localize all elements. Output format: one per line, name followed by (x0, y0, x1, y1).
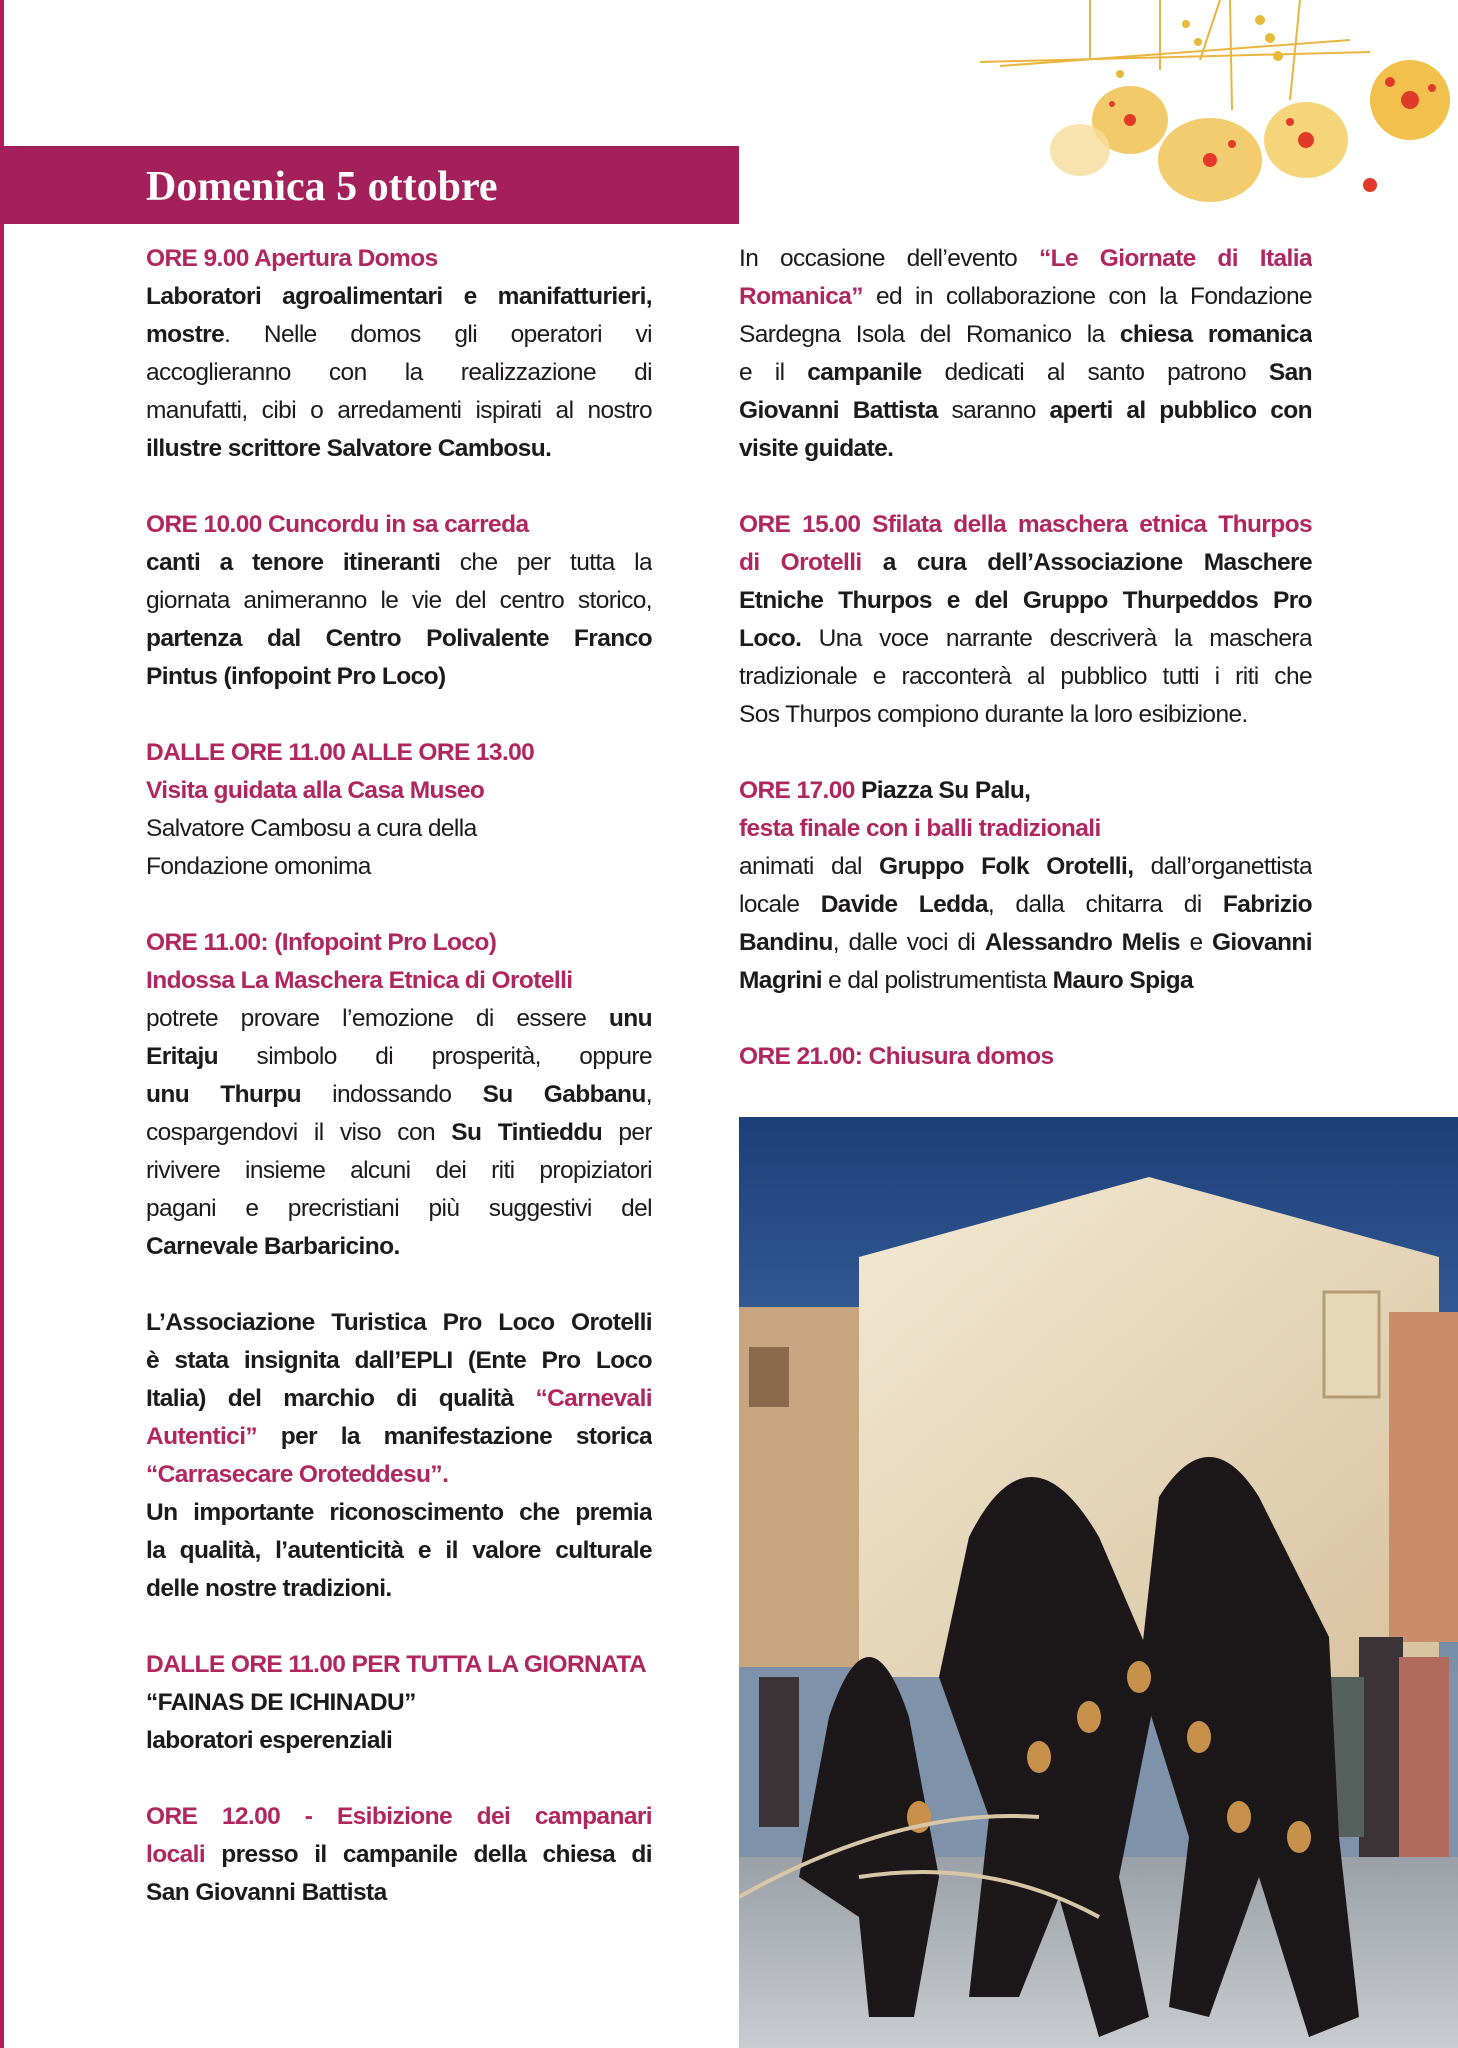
left-column-text: giornata animeranno le vie del centro storico, (146, 587, 652, 614)
right-column-text: dedicati al santo patrono (921, 359, 1269, 386)
left-column-text: canti a tenore itineranti (146, 549, 441, 576)
right-column-line (739, 886, 1312, 924)
right-column-line (739, 734, 1312, 772)
right-column-text: visite guidate. (739, 435, 894, 462)
left-column-text: locali (146, 1841, 206, 1868)
left-column-text: San Giovanni Battista (146, 1879, 387, 1906)
right-column-line (739, 924, 1312, 962)
right-column-text: Alessandro Melis (984, 929, 1180, 956)
left-column-text: Salvatore Cambosu a cura della (146, 815, 477, 842)
left-column-line (146, 1076, 652, 1114)
right-column-text: Sos Thurpos compiono durante la loro esibizione. (739, 701, 1248, 728)
left-column-text: ORE 10.00 Cuncordu in sa carreda (146, 511, 529, 538)
left-column-text: delle nostre tradizioni. (146, 1575, 392, 1602)
left-column-text: accoglieranno con la realizzazione di (146, 359, 652, 386)
left-column-text: unu Thurpu (146, 1081, 301, 1108)
left-column-line (146, 696, 652, 734)
left-column-text: rivivere insieme alcuni dei riti propiziatori (146, 1157, 652, 1184)
left-column-line (146, 810, 652, 848)
left-column-line (146, 1152, 652, 1190)
right-column-text: San (1268, 359, 1312, 386)
right-column-text: In occasione dell’evento (739, 245, 1039, 272)
left-column-line (146, 1532, 652, 1570)
right-column-text: festa finale con i balli tradizionali (739, 815, 1101, 842)
right-column-text: “Le Giornate di Italia (1038, 245, 1312, 272)
left-column-text: ORE 9.00 Apertura Domos (146, 245, 438, 272)
right-column-text: Bandinu (739, 929, 833, 956)
left-column-line (146, 1836, 652, 1874)
left-column-line (146, 1570, 652, 1608)
right-column-line (739, 848, 1312, 886)
right-column-text: Giovanni (1211, 929, 1312, 956)
left-column-line (146, 1760, 652, 1798)
left-column-text: DALLE ORE 11.00 PER TUTTA LA GIORNATA (146, 1651, 647, 1678)
left-column-line (146, 354, 652, 392)
right-column-text: tradizionale e racconterà al pubblico tutti i riti che (739, 663, 1312, 690)
left-column-text: “Carrasecare Oroteddesu”. (146, 1461, 449, 1488)
right-column-text: Davide Ledda (820, 891, 988, 918)
left-column-line (146, 1418, 652, 1456)
left-column-text: Visita guidata alla Casa Museo (146, 777, 485, 804)
left-column-text: Italia) del marchio di qualità (146, 1385, 536, 1412)
right-column-line (739, 658, 1312, 696)
left-edge-bar (0, 0, 4, 2048)
left-column-text: manufatti, cibi o arredamenti ispirati al nostro (146, 397, 652, 424)
left-column-text: Laboratori agroalimentari e manifatturieri, (146, 283, 652, 310)
left-column-line (146, 278, 652, 316)
left-column-text: , (645, 1081, 652, 1108)
right-column-line (739, 278, 1312, 316)
left-column-text: per la manifestazione storica (257, 1423, 652, 1450)
left-column-line (146, 1000, 652, 1038)
left-column-text: Su Tintieddu (451, 1119, 603, 1146)
left-column-text: potrete provare l’emozione di essere (146, 1005, 609, 1032)
left-column-line (146, 886, 652, 924)
right-column-line (739, 696, 1312, 734)
left-column-text: DALLE ORE 11.00 ALLE ORE 13.00 (146, 739, 535, 766)
left-column-text: Pintus (infopoint Pro Loco) (146, 663, 446, 690)
left-column-line (146, 658, 652, 696)
left-column-line (146, 1722, 652, 1760)
left-column-text: partenza dal Centro Polivalente Franco (146, 625, 652, 652)
left-column-text: che per tutta la (440, 549, 652, 576)
thurpos-masks-photo (739, 1117, 1458, 2048)
left-column-line (146, 1494, 652, 1532)
left-column-text: . Nelle domos gli operatori vi (224, 321, 652, 348)
right-column-text: Sardegna Isola del Romanico la (739, 321, 1120, 348)
right-column-line (739, 582, 1312, 620)
right-column-text: ORE 15.00 Sfilata della maschera etnica Thurpos (739, 511, 1312, 538)
left-column-line (146, 1874, 652, 1912)
left-column-line (146, 620, 652, 658)
left-column-line (146, 962, 652, 1000)
left-column-line (146, 1684, 652, 1722)
right-column-line (739, 1038, 1312, 1076)
left-column-line (146, 1342, 652, 1380)
left-column-line (146, 392, 652, 430)
right-column-line (739, 544, 1312, 582)
right-column-text: Romanica” (739, 283, 863, 310)
left-column-line (146, 468, 652, 506)
right-column-line (739, 240, 1312, 278)
left-column-text: unu (608, 1005, 652, 1032)
right-column-text: Magrini (739, 967, 822, 994)
left-column-text: ORE 12.00 - Esibizione dei campanari (146, 1803, 652, 1830)
right-column-line (739, 772, 1312, 810)
right-column-text: campanile (807, 359, 922, 386)
right-column-text: Fabrizio (1222, 891, 1312, 918)
left-column-program (146, 240, 652, 1912)
right-column-line (739, 1000, 1312, 1038)
left-column-text: presso il campanile della chiesa di (205, 1841, 652, 1868)
left-column-text: è stata insignita dall’EPLI (Ente Pro Loco (146, 1347, 652, 1374)
left-column-text: pagani e precristiani più suggestivi del (146, 1195, 652, 1222)
left-column-line (146, 1114, 652, 1152)
right-column-text: locale (739, 891, 821, 918)
left-column-text: simbolo di prosperità, oppure (218, 1043, 652, 1070)
left-column-line (146, 582, 652, 620)
hanging-ornaments-decoration (970, 0, 1458, 230)
left-column-line (146, 1646, 652, 1684)
right-column-text: aperti al pubblico con (1049, 397, 1312, 424)
right-column-text: e (1179, 929, 1212, 956)
right-column-line (739, 430, 1312, 468)
left-column-text: Su Gabbanu (482, 1081, 646, 1108)
left-column-text: illustre scrittore Salvatore Cambosu. (146, 435, 552, 462)
left-column-line (146, 1266, 652, 1304)
right-column-line (739, 962, 1312, 1000)
left-column-text: “Carnevali (535, 1385, 652, 1412)
right-column-text: a cura dell’Associazione Maschere (861, 549, 1312, 576)
right-column-text: Una voce narrante descriverà la maschera (801, 625, 1312, 652)
right-column-line (739, 354, 1312, 392)
right-column-text: , dalla chitarra di (987, 891, 1223, 918)
left-column-text: “FAINAS DE ICHINADU” (146, 1689, 416, 1716)
left-column-line (146, 1380, 652, 1418)
left-column-text: ORE 11.00: (Infopoint Pro Loco) (146, 929, 497, 956)
left-column-text: Carnevale Barbaricino. (146, 1233, 400, 1260)
right-column-text: di Orotelli (739, 549, 862, 576)
left-column-line (146, 1228, 652, 1266)
left-column-line (146, 316, 652, 354)
right-column-line (739, 620, 1312, 658)
left-column-text: L’Associazione Turistica Pro Loco Orotelli (146, 1309, 652, 1336)
left-column-line (146, 240, 652, 278)
right-column-program (739, 240, 1312, 1076)
right-column-line (739, 810, 1312, 848)
left-column-text: Indossa La Maschera Etnica di Orotelli (146, 967, 573, 994)
left-column-text: per (602, 1119, 652, 1146)
left-column-line (146, 772, 652, 810)
left-column-text: la qualità, l’autenticità e il valore culturale (146, 1537, 652, 1564)
right-column-text: Mauro Spiga (1052, 967, 1194, 994)
left-column-text: laboratori esperenziali (146, 1727, 393, 1754)
left-column-line (146, 1456, 652, 1494)
left-column-line (146, 924, 652, 962)
right-column-line (739, 316, 1312, 354)
left-column-line (146, 1608, 652, 1646)
left-column-line (146, 544, 652, 582)
date-header-title: Domenica 5 ottobre (146, 164, 498, 210)
left-column-line (146, 1190, 652, 1228)
right-column-line (739, 506, 1312, 544)
left-column-line (146, 1038, 652, 1076)
right-column-text: , dalle voci di (832, 929, 985, 956)
right-column-text: Etniche Thurpos e del Gruppo Thurpeddos Pro (739, 587, 1312, 614)
right-column-text: saranno (937, 397, 1050, 424)
right-column-text: dall’organettista (1133, 853, 1312, 880)
right-column-line (739, 468, 1312, 506)
right-column-text: chiesa romanica (1119, 321, 1312, 348)
left-column-line (146, 848, 652, 886)
right-column-text: Gruppo Folk Orotelli, (879, 853, 1134, 880)
left-column-line (146, 1798, 652, 1836)
left-column-text: Autentici” (146, 1423, 258, 1450)
left-column-line (146, 430, 652, 468)
right-column-text: e il (739, 359, 808, 386)
left-column-line (146, 1304, 652, 1342)
left-column-text: Un importante riconoscimento che premia (146, 1499, 652, 1526)
right-column-text: animati dal (739, 853, 880, 880)
left-column-text: cospargendovi il viso con (146, 1119, 452, 1146)
right-column-text: Loco. (739, 625, 802, 652)
right-column-text: e dal polistrumentista (821, 967, 1053, 994)
right-column-text: ed in collaborazione con la Fondazione (862, 283, 1312, 310)
left-column-text: mostre (146, 321, 225, 348)
left-column-text: Fondazione omonima (146, 853, 371, 880)
right-column-text: Giovanni Battista (739, 397, 938, 424)
right-column-text: Piazza Su Palu, (854, 777, 1031, 804)
left-column-text: indossando (300, 1081, 483, 1108)
left-column-text: Eritaju (146, 1043, 219, 1070)
right-column-text: ORE 21.00: Chiusura domos (739, 1043, 1054, 1070)
left-column-line (146, 506, 652, 544)
right-column-text: ORE 17.00 (739, 777, 855, 804)
left-column-line (146, 734, 652, 772)
right-column-line (739, 392, 1312, 430)
